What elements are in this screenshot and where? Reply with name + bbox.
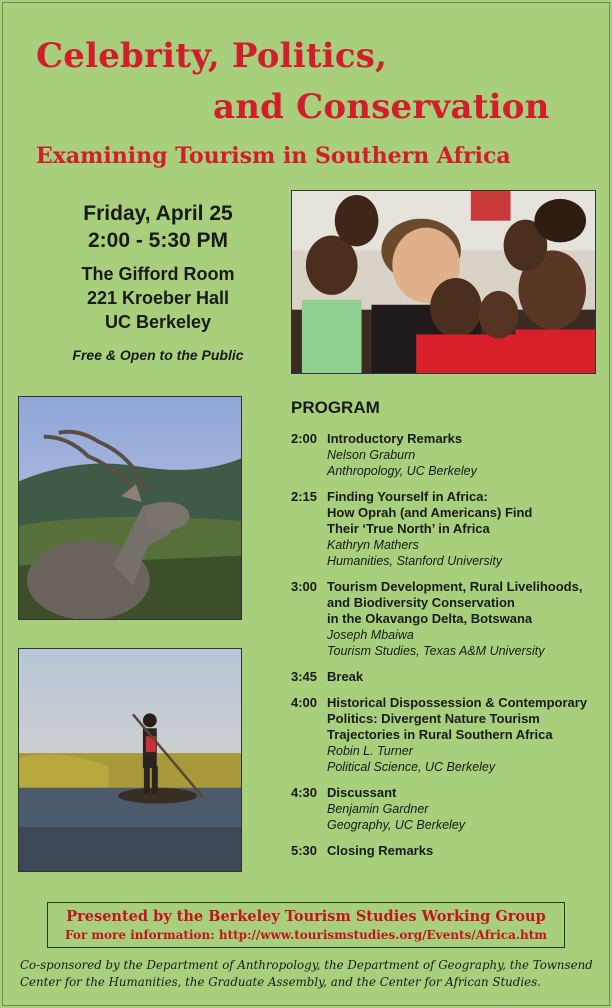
program-details [327,785,601,833]
program-title-line: Finding Yourself in Africa: [327,489,488,504]
program-details [327,431,601,479]
program-title-line: Trajectories in Rural Southern Africa [327,727,553,742]
presented-by: Presented by the Berkeley Tourism Studies Working Group [66,908,546,925]
event-time: 2:00 - 5:30 PM [87,229,229,252]
more-info-link[interactable]: For more information: http://www.tourismstudies.org/Events/Africa.htm [64,928,547,942]
program-affiliation: Anthropology, UC Berkeley [327,464,477,478]
subtitle: Examining Tourism in Southern Africa [36,143,511,169]
program-details [327,489,601,569]
program-time: 2:15 [291,489,318,504]
program-items [291,431,601,859]
program-time: 4:00 [291,695,318,710]
event-campus: UC Berkeley [104,312,212,332]
program-item [291,579,601,659]
program-time: 3:00 [291,579,318,594]
event-building: 221 Kroeber Hall [86,288,230,308]
event-date: Friday, April 25 [83,202,233,225]
program-title-line: Introductory Remarks [327,431,463,446]
program-heading: PROGRAM [291,398,380,417]
program-time: 4:30 [291,785,318,800]
program-item [291,695,601,775]
program-item [291,489,601,569]
program-time: 5:30 [291,843,318,858]
program-item [291,431,601,479]
program-item [291,785,601,833]
presented-box [47,902,565,948]
program-title-line: Their ‘True North’ in Africa [327,521,490,536]
program-details [327,843,601,859]
program-details [327,695,601,775]
title-line-2: and Conservation [213,87,550,127]
program-title-line: Discussant [327,785,397,800]
admission-note: Free & Open to the Public [72,347,244,363]
kudu-photo [18,396,242,620]
program-affiliation: Geography, UC Berkeley [327,818,466,832]
program-item [291,669,601,685]
cosponsor-note: Co-sponsored by the Department of Anthropology, the Department of Geography, the Townsend Center for the Humanities, the Graduate Assembly, and the Center for African Studies. [20,958,593,989]
program-speaker: Robin L. Turner [327,744,413,758]
program-title-line: Tourism Development, Rural Livelihoods, [327,579,583,594]
program-schedule [291,398,601,869]
program-item [291,843,601,859]
program-time: 3:45 [291,669,318,684]
program-speaker: Nelson Graburn [327,448,416,462]
mokoro-photo [18,648,242,872]
program-title-line: Politics: Divergent Nature Tourism [327,711,540,726]
program-affiliation: Political Science, UC Berkeley [327,760,496,774]
program-affiliation: Tourism Studies, Texas A&M University [327,644,545,658]
celebrity-children-photo [291,190,596,374]
program-speaker: Kathryn Mathers [327,538,419,552]
program-speaker: Benjamin Gardner [327,802,429,816]
program-details [327,669,601,685]
program-title-line: Historical Dispossession & Contemporary [327,695,588,710]
program-title-line: and Biodiversity Conservation [327,595,515,610]
event-venue: The Gifford Room [81,264,235,284]
program-speaker: Joseph Mbaiwa [327,628,414,642]
program-title-line: Closing Remarks [327,843,434,858]
program-affiliation: Humanities, Stanford University [327,554,503,568]
program-time: 2:00 [291,431,318,446]
event-location [36,262,280,334]
program-details [327,579,601,659]
event-datetime [36,200,280,254]
program-title-line: in the Okavango Delta, Botswana [327,611,533,626]
title-line-1: Celebrity, Politics, [36,36,388,76]
program-title-line: Break [327,669,364,684]
program-title-line: How Oprah (and Americans) Find [327,505,533,520]
